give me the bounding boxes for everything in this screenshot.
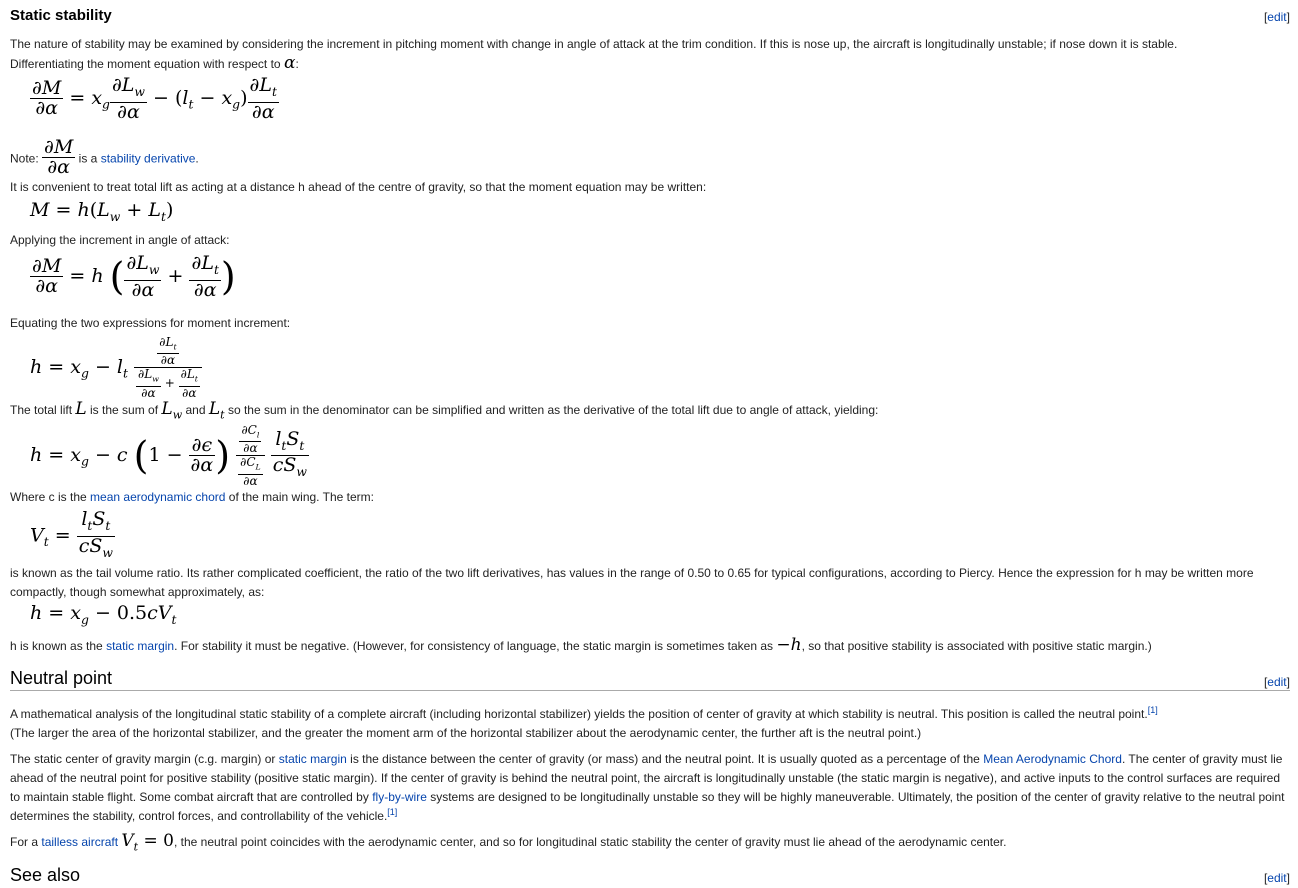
where-text-b: of the main wing. The term:: [228, 490, 374, 504]
edit-link-container-neutral: [edit]: [1263, 675, 1290, 689]
total-lift-text-c: and: [185, 403, 206, 417]
applying-paragraph: Applying the increment in angle of attack:: [10, 233, 230, 247]
equating-paragraph: Equating the two expressions for moment increment:: [10, 316, 291, 330]
section-heading-see-also: [10, 866, 1290, 887]
edit-link-static-stability[interactable]: edit: [1267, 10, 1287, 24]
total-lift-text-a: The total lift: [10, 403, 73, 417]
total-lift-text-d: so the sum in the denominator can be simplified and written as the derivative of the total lift due to angle of attack, yielding:: [227, 403, 879, 417]
edit-link-container-see-also: [edit]: [1263, 871, 1290, 885]
mean-aerodynamic-chord-link-2[interactable]: Mean Aerodynamic Chord: [983, 752, 1122, 766]
symbol-neg-h: −h: [776, 635, 802, 655]
stability-derivative-link[interactable]: stability derivative: [100, 151, 196, 166]
neutral-paragraph-2: [10, 750, 1290, 826]
neutral-p2-text-a: The static center of gravity margin (c.g. margin) or: [10, 752, 276, 766]
equation-h-first: $h = x_g - l_t$ $\frac{\partial L_t}{\partial\alpha}$ $\frac{\partial L_w}{\partial\alpha}$ + $\frac{\partial L_t}{\partial\alpha}$: [30, 336, 202, 400]
diff-text: Differentiating the moment equation with respect to: [10, 57, 281, 71]
equation-moment-derivative: $\frac{\partial M}{\partial\alpha}$ = $x_g$ $\frac{\partial L_w}{\partial\alpha}$ − $(l_t - x_g)$ $\frac{\partial L_t}{\partial\alpha}$: [32, 74, 277, 123]
neutral-paragraph-3: [10, 832, 1290, 856]
total-lift-text-b: is the sum of: [90, 403, 159, 417]
neutral-p2-text-c: . The center of gravity must lie ahead of the neutral point for positive stability (positive static margin). If the center of gravity is behind the neutral point, the aircraft is longitudinally unstable (the static margin is negative), and active inputs to the control surfaces are required to maintain stable flight. Some combat aircraft that are controlled by: [10, 752, 1283, 804]
total-lift-line: [10, 400, 1290, 424]
static-margin-link[interactable]: static margin: [106, 639, 175, 653]
note-line: [10, 136, 1290, 179]
fly-by-wire-link[interactable]: fly-by-wire: [372, 790, 427, 804]
neutral-p1-text-b: (The larger the area of the horizontal stabilizer, and the greater the moment arm of the horizontal stabilizer about the aerodynamic center, the further aft is the neutral point.): [10, 726, 922, 740]
section-heading-static-stability: Static stability: [10, 7, 112, 24]
neutral-p3-text-b: , the neutral point coincides with the aerodynamic center, and so for longitudinal static stability the center of gravity must lie ahead of the aerodynamic center.: [174, 835, 1007, 849]
where-line: [10, 488, 1290, 507]
equation-increment: $\frac{\partial M}{\partial\alpha}$ = h ( $\frac{\partial L_w}{\partial\alpha}$ + $\frac{\partial L_t}{\partial\alpha}$ ): [32, 252, 236, 301]
symbol-vt-zero: $V_t = 0$: [121, 831, 174, 854]
symbol-L: L: [75, 399, 87, 419]
mean-aerodynamic-chord-link[interactable]: mean aerodynamic chord: [90, 490, 226, 504]
symbol-Lt: $L_t$: [208, 399, 225, 422]
reference-link-1[interactable]: [1]: [1147, 705, 1158, 715]
note-mid: is a: [78, 151, 98, 166]
edit-link-see-also[interactable]: edit: [1267, 871, 1287, 885]
neutral-p2-text-d: systems are designed to be longitudinally unstable so they will be highly maneuverable. Ultimately, the position of the center of gravity relative to the neutral point determines the stability, control forces, and controllability of the vehicle.: [10, 790, 1285, 823]
note-prefix: Note:: [10, 151, 39, 166]
neutral-paragraph-1: [10, 705, 1290, 743]
static-margin-link-2[interactable]: static margin: [278, 752, 347, 766]
neutral-p3-text-a: For a: [10, 835, 39, 849]
edit-link-neutral-point[interactable]: edit: [1267, 675, 1287, 689]
neutral-point-title: Neutral point: [10, 668, 113, 688]
static-margin-line: [10, 636, 1290, 656]
see-also-title: See also: [10, 865, 81, 885]
h-known-text-c: , so that positive stability is associated with positive static margin.): [801, 639, 1152, 653]
section-heading-neutral-point: [10, 669, 1290, 691]
equation-moment-lift: $M = h(L_w + L_t)$: [30, 199, 174, 224]
neutral-p1-text-a: A mathematical analysis of the longitudinal static stability of a complete aircraft (including horizontal stabilizer) yields the position of center of gravity at which stability is neutral. This position is called the neutral point.: [10, 707, 1148, 721]
neutral-p2-text-b: is the distance between the center of gravity (or mass) and the neutral point. It is usually quoted as a percentage of the: [350, 752, 980, 766]
equation-h-second: $h = x_g - c$ (1 − $\frac{\partial\epsilon}{\partial\alpha}$ ) $\frac{\frac{\partial C_l}{\partial\alpha}}{\frac{\partial C_L}{\partial\alpha}}$ $\frac{l_tS_t}{cS_w}$: [30, 423, 307, 488]
intro-text: The nature of stability may be examined by considering the increment in pitching moment with change in angle of attack at the trim condition. If this is nose up, the aircraft is longitudinally unstable; if nose down it is stable.: [10, 37, 1178, 51]
convenient-paragraph: It is convenient to treat total lift as acting at a distance h ahead of the centre of gravity, so that the moment equation may be written:: [10, 180, 707, 194]
edit-link-container: [edit]: [1263, 10, 1290, 24]
h-known-text-a: h is known as the: [10, 639, 103, 653]
note-end: .: [195, 151, 199, 166]
equation-h-approx: $h = x_g - 0.5cV_t$: [30, 602, 177, 627]
reference-link-2[interactable]: [1]: [387, 807, 398, 817]
where-text-a: Where c is the: [10, 490, 87, 504]
tail-volume-paragraph: is known as the tail volume ratio. Its rather complicated coefficient, the ratio of the two lift derivatives, has values in the range of 0.50 to 0.65 for typical configurations, according to Piercy. Hence the expression for h may be written more compactly, though somewhat approximately, as:: [10, 566, 1254, 599]
symbol-Lw: $L_w$: [161, 399, 183, 422]
h-known-text-b: . For stability it must be negative. (However, for consistency of language, the static margin is sometimes taken as: [174, 639, 774, 653]
tailless-aircraft-link[interactable]: tailless aircraft: [41, 835, 119, 849]
alpha-symbol: α: [283, 53, 296, 73]
equation-tail-volume: $V_t$ = $\frac{l_tS_t}{cS_w}$: [30, 508, 113, 560]
intro-paragraph: The nature of stability may be examined by considering the increment in pitching moment with change in angle of attack at the trim condition. If this is nose up, the aircraft is longitudinally unstable; if nose down it is stable. Differentiating the moment equation with respect to α:: [10, 37, 1178, 73]
note-equation: $\frac{\partial M}{\partial\alpha}$: [44, 136, 74, 178]
